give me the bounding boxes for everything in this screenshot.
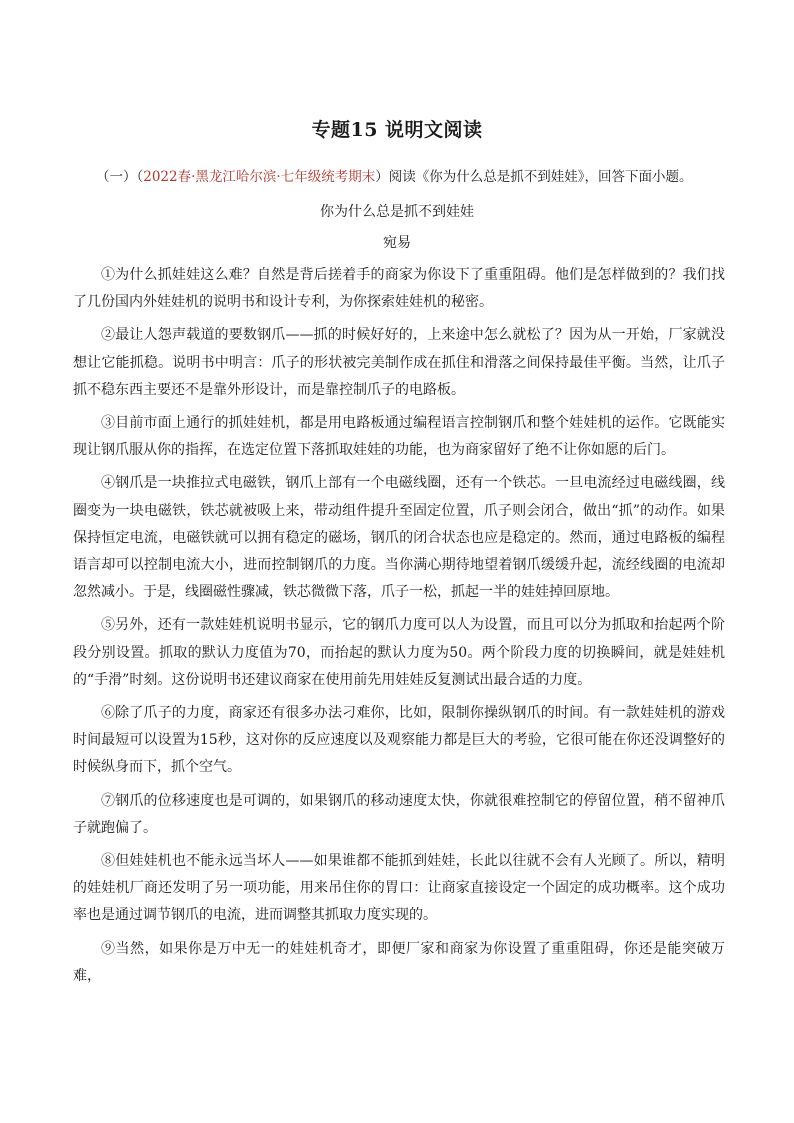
question-source: 2022春·黑龙江哈尔滨·七年级统考期末: [143, 169, 376, 185]
paragraph-4: ④钢爪是一块推拉式电磁铁，钢爪上部有一个电磁线圈，还有一个铁芯。一旦电流经过电磁线圈，线圈变为一块电磁铁，铁芯就被吸上来，带动组件提升至固定位置，爪子则会闭合，做出“抓”的动作。如果保持恒定电流，电磁铁就可以拥有稳定的磁场，钢爪的闭合状态也应是稳定的。然而，通过电路板的编程语言却可以控制电流大小，进而控制钢爪的力度。当你满心期待地望着钢爪缓缓升起，流经线圈的电流却忽然减小。于是，线圈磁性骤减，铁芯微微下落，爪子一松，抓起一半的娃娃掉回原地。: [73, 475, 725, 601]
article-body: [73, 262, 725, 996]
question-suffix: ）阅读《你为什么总是抓不到娃娃》，回答下面小题。: [375, 169, 693, 185]
paragraph-9: ⑨当然，如果你是万中无一的娃娃机奇才，即便厂家和商家为你设置了重重阻碍，你还是能突破万难，: [73, 940, 725, 984]
paragraph-7: ⑦钢爪的位移速度也是可调的，如果钢爪的移动速度太快，你就很难控制它的停留位置，稍不留神爪子就跑偏了。: [73, 792, 725, 836]
paragraph-3: ③目前市面上通行的抓娃娃机，都是用电路板通过编程语言控制钢爪和整个娃娃机的运作。它既能实现让钢爪服从你的指挥，在选定位置下落抓取娃娃的功能，也为商家留好了绝不让你如愿的后门。: [73, 415, 725, 459]
article-title: 你为什么总是抓不到娃娃: [320, 204, 474, 220]
paragraph-1: ①为什么抓娃娃这么难？自然是背后搓着手的商家为你设下了重重阻碍。他们是怎样做到的？我们找了几份国内外娃娃机的说明书和设计专利，为你探索娃娃机的秘密。: [73, 267, 725, 311]
article-author: 宛易: [383, 235, 411, 251]
question-intro: [96, 165, 736, 185]
paragraph-6: ⑥除了爪子的力度，商家还有很多办法刁难你，比如，限制你操纵钢爪的时间。有一款娃娃机的游戏时间最短可以设置为15秒，这对你的反应速度以及观察能力都是巨大的考验，它很可能在你还没调整好的时候纵身而下，抓个空气。: [73, 705, 725, 776]
question-prefix: （一）（: [96, 169, 144, 185]
paragraph-5: ⑤另外，还有一款娃娃机说明书显示，它的钢爪力度可以人为设置，而且可以分为抓取和抬起两个阶段分别设置。抓取的默认力度值为70，而抬起的默认力度为50。两个阶段力度的切换瞬间，就是娃娃机的“手滑”时刻。这份说明书还建议商家在使用前先用娃娃反复测试出最合适的力度。: [73, 617, 725, 688]
paragraph-2: ②最让人怨声载道的要数钢爪——抓的时候好好的，上来途中怎么就松了？因为从一开始，厂家就没想让它能抓稳。说明书中明言：爪子的形状被完美制作成在抓住和滑落之间保持最佳平衡。当然，让爪子抓不稳东西主要还不是靠外形设计，而是靠控制爪子的电路板。: [73, 327, 725, 398]
paragraph-8: ⑧但娃娃机也不能永远当坏人——如果谁都不能抓到娃娃，长此以往就不会有人光顾了。所以，精明的娃娃机厂商还发明了另一项功能，用来吊住你的胃口：让商家直接设定一个固定的成功概率。这个成功率也是通过调节钢爪的电流，进而调整其抓取力度实现的。: [73, 853, 725, 924]
page-title: 专题15 说明文阅读: [311, 119, 483, 141]
